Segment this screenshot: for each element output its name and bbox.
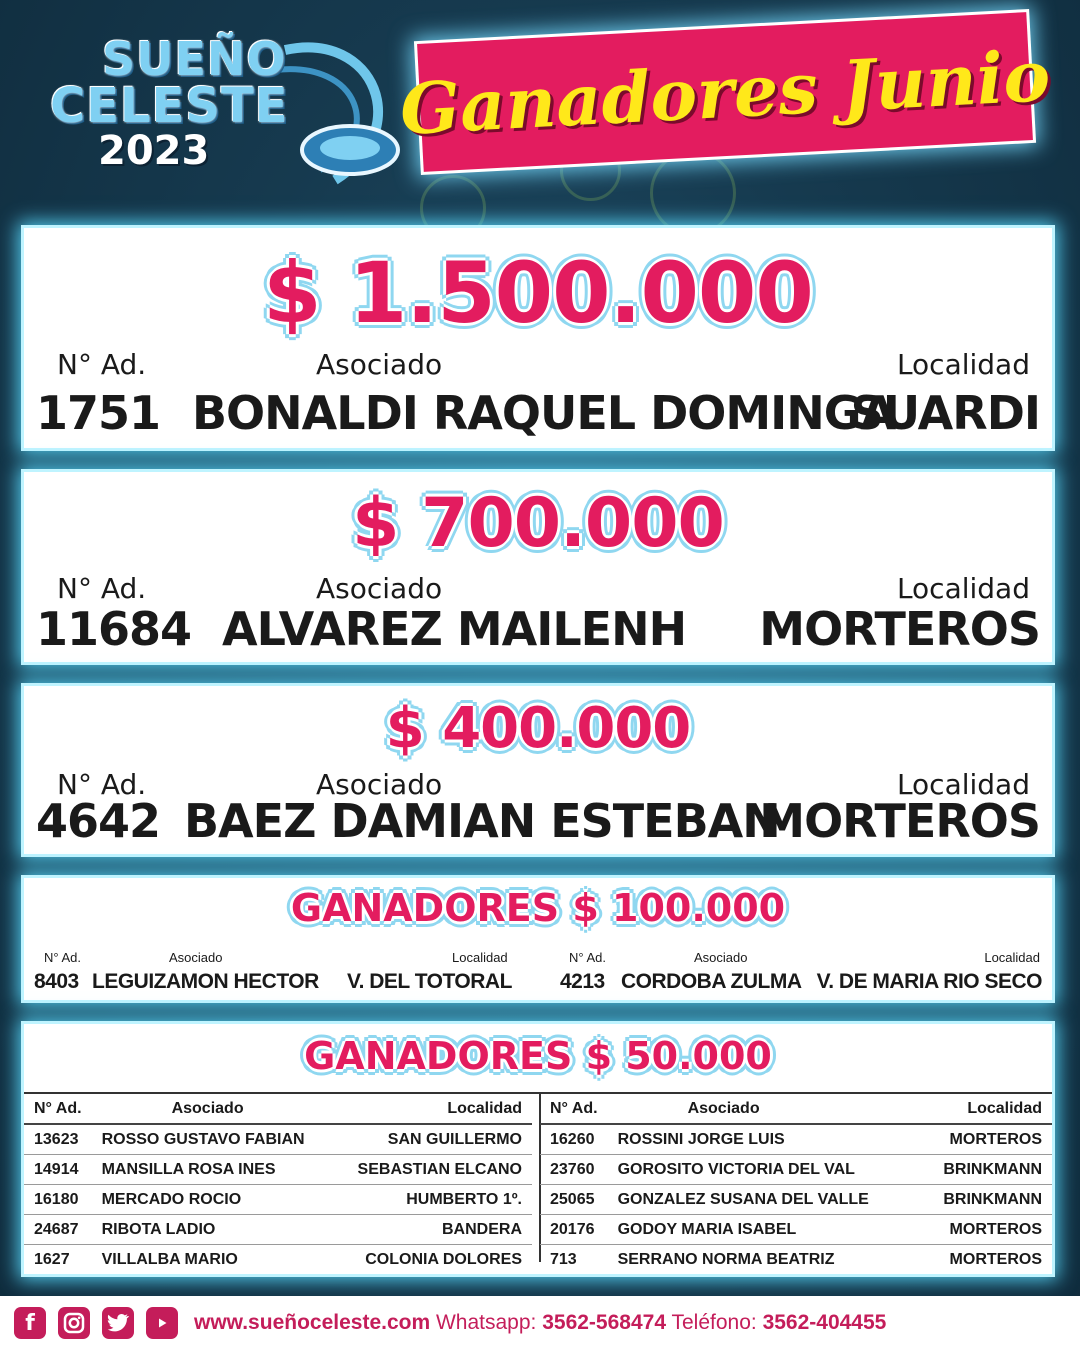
winner-name: GODOY MARIA ISABEL (608, 1215, 917, 1245)
header-nro-ad: N° Ad. (44, 950, 81, 965)
winner-nro: 4213 (560, 970, 605, 993)
winner-nro: 13623 (24, 1124, 92, 1155)
winner-name: ALVAREZ MAILENH (222, 602, 687, 656)
winner-name: ROSSINI JORGE LUIS (608, 1124, 917, 1155)
winner-localidad: V. DEL TOTORAL (347, 970, 512, 993)
winners-100k-title: GANADORES $ 100.000 (290, 886, 786, 930)
background-coin-decoration (650, 150, 736, 236)
header-nro-ad: N° Ad. (24, 1094, 92, 1124)
header-localidad: Localidad (333, 1094, 532, 1124)
whatsapp-label: Whatsapp: (435, 1311, 537, 1334)
instagram-icon[interactable] (58, 1307, 90, 1339)
winner-localidad: MORTEROS (759, 794, 1040, 848)
footer-contact (194, 1311, 886, 1335)
winner-nro: 16180 (24, 1185, 92, 1215)
header-nro-ad: N° Ad. (57, 348, 147, 381)
header-asociado: Asociado (316, 768, 443, 801)
winners-50k-table-left (24, 1094, 532, 1274)
table-row (540, 1245, 1052, 1275)
winner-localidad: MORTEROS (917, 1215, 1052, 1245)
winner-localidad: BANDERA (333, 1215, 532, 1245)
table-row (24, 1155, 532, 1185)
winner-nro: 14914 (24, 1155, 92, 1185)
facebook-icon[interactable]: f (14, 1307, 46, 1339)
winners-50k-table-right (540, 1094, 1052, 1274)
header-nro-ad: N° Ad. (569, 950, 606, 965)
youtube-icon[interactable] (146, 1307, 178, 1339)
header-localidad: Localidad (452, 950, 508, 965)
table-row (540, 1155, 1052, 1185)
website-link[interactable]: www.sueñoceleste.com (194, 1311, 431, 1334)
header-nro-ad: N° Ad. (57, 768, 147, 801)
header-asociado: Asociado (316, 348, 443, 381)
winner-localidad: MORTEROS (759, 602, 1040, 656)
winner-name: BAEZ DAMIAN ESTEBAN (184, 794, 780, 848)
header-localidad: Localidad (896, 572, 1030, 605)
winners-50k-card (24, 1024, 1052, 1274)
prize-card-2 (24, 472, 1052, 662)
header-localidad: Localidad (984, 950, 1040, 965)
winner-localidad: SUARDI (850, 386, 1040, 440)
winner-nro: 20176 (540, 1215, 608, 1245)
header-localidad: Localidad (896, 348, 1030, 381)
winner-name: LEGUIZAMON HECTOR (92, 970, 319, 993)
winner-name: ROSSO GUSTAVO FABIAN (92, 1124, 333, 1155)
winner-name: MERCADO ROCIO (92, 1185, 333, 1215)
winner-name: RIBOTA LADIO (92, 1215, 333, 1245)
sueno-celeste-logo (40, 20, 400, 190)
winners-50k-title: GANADORES $ 50.000 (304, 1034, 772, 1078)
twitter-icon[interactable] (102, 1307, 134, 1339)
winner-localidad: MORTEROS (949, 1250, 1042, 1268)
winner-localidad: BRINKMANN (917, 1155, 1052, 1185)
prize-card-1 (24, 228, 1052, 448)
winner-nro: 1627 (34, 1250, 70, 1268)
header-asociado: Asociado (316, 572, 443, 605)
winners-100k-card (24, 878, 1052, 1000)
table-row (24, 1185, 532, 1215)
header-localidad: Localidad (917, 1094, 1052, 1124)
logo-line-2: CELESTE (50, 78, 289, 134)
prize-amount: $ 400.000 (385, 696, 691, 761)
winner-localidad: MORTEROS (917, 1124, 1052, 1155)
header-asociado: Asociado (608, 1094, 917, 1124)
prize-amount: $ 1.500.000 (263, 244, 813, 342)
winner-localidad: COLONIA DOLORES (365, 1250, 522, 1268)
winner-nro: 16260 (540, 1124, 608, 1155)
header-localidad: Localidad (896, 768, 1030, 801)
table-row (24, 1124, 532, 1155)
table-row (24, 1215, 532, 1245)
logo-year: 2023 (98, 128, 210, 174)
table-header-row (24, 1094, 532, 1124)
table-row (540, 1215, 1052, 1245)
ganadores-junio-banner (398, 12, 1052, 172)
winner-nro: 11684 (36, 602, 192, 656)
winner-localidad: BRINKMANN (917, 1185, 1052, 1215)
header-asociado: Asociado (92, 1094, 333, 1124)
table-header-row (540, 1094, 1052, 1124)
winner-nro: 23760 (540, 1155, 608, 1185)
winner-localidad: HUMBERTO 1º. (333, 1185, 532, 1215)
winner-name: MANSILLA ROSA INES (92, 1155, 333, 1185)
winner-nro: 4642 (36, 794, 161, 848)
winner-name: VILLALBA MARIO (101, 1250, 238, 1268)
winner-localidad: SEBASTIAN ELCANO (333, 1155, 532, 1185)
winner-nro: 8403 (34, 970, 79, 993)
header-asociado: Asociado (694, 950, 748, 965)
header-nro-ad: N° Ad. (540, 1094, 608, 1124)
table-row (540, 1185, 1052, 1215)
prize-card-3 (24, 686, 1052, 854)
banner-title: Ganadores Junio (398, 33, 1052, 151)
table-row (24, 1245, 532, 1275)
header-nro-ad: N° Ad. (57, 572, 147, 605)
winner-name: SERRANO NORMA BEATRIZ (617, 1250, 835, 1268)
winner-name: BONALDI RAQUEL DOMINGA (192, 386, 896, 440)
winner-name: CORDOBA ZULMA (621, 970, 802, 993)
winner-localidad: V. DE MARIA RIO SECO (816, 970, 1042, 993)
header-asociado: Asociado (169, 950, 223, 965)
whatsapp-number[interactable]: 3562-568474 (542, 1311, 667, 1334)
winner-localidad: SAN GUILLERMO (333, 1124, 532, 1155)
winner-nro: 713 (550, 1250, 577, 1268)
phone-label: Teléfono: (671, 1311, 757, 1334)
table-row (540, 1124, 1052, 1155)
winner-nro: 1751 (36, 386, 161, 440)
winner-nro: 25065 (540, 1185, 608, 1215)
footer-bar (0, 1296, 1080, 1350)
winner-name: GONZALEZ SUSANA DEL VALLE (608, 1185, 917, 1215)
winner-nro: 24687 (24, 1215, 92, 1245)
prize-amount: $ 700.000 (352, 484, 724, 563)
logo-line-1: SUEÑO (102, 32, 287, 86)
winner-name: GOROSITO VICTORIA DEL VAL (608, 1155, 917, 1185)
phone-number[interactable]: 3562-404455 (762, 1311, 887, 1334)
